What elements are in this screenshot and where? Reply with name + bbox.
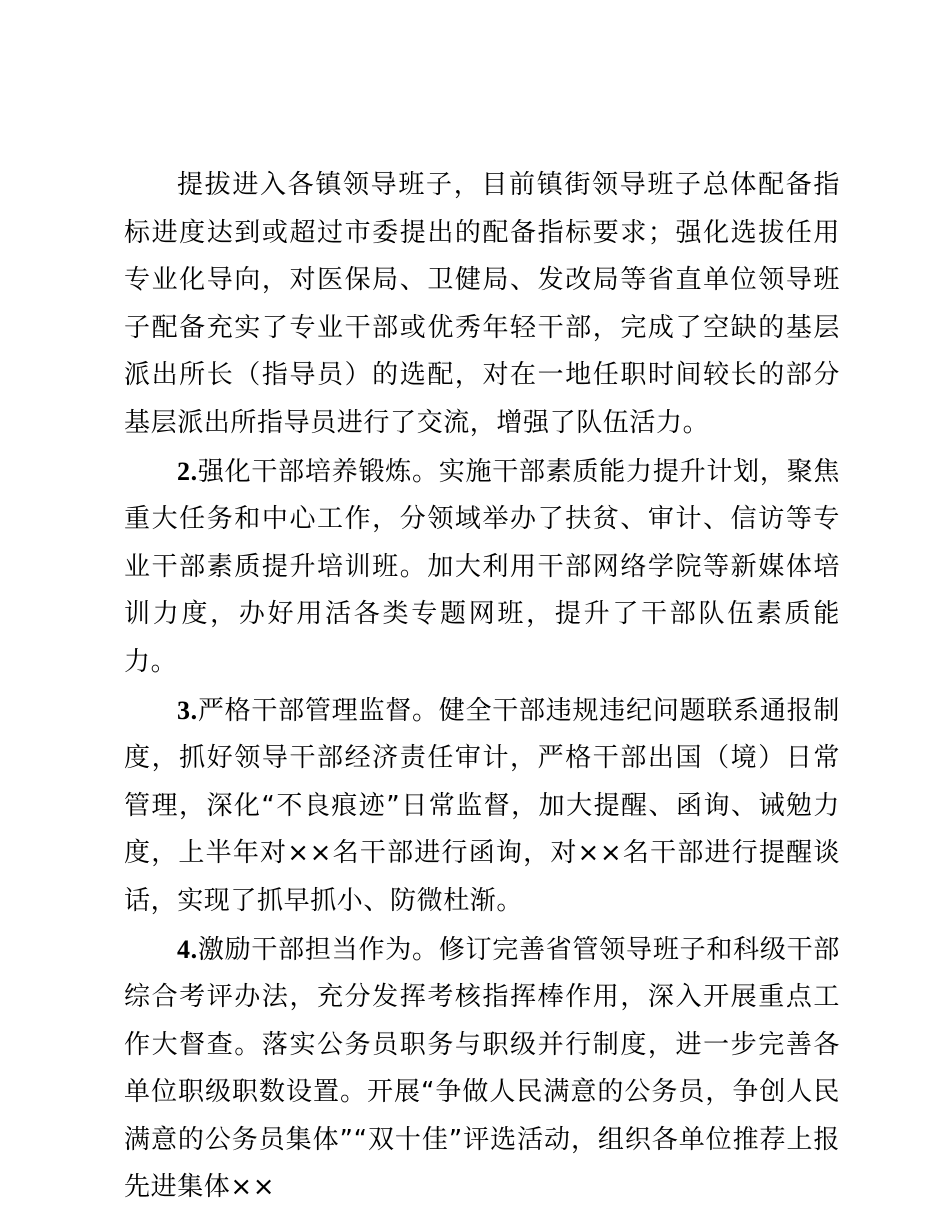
- paragraph-1-text: 提拔进入各镇领导班子，目前镇街领导班子总体配备指标进度达到或超过市委提出的配备指标要求；强化选拔任用专业化导向，对医保局、卫健局、发改局等省直单位领导班子配备充实了专业干部或优秀年轻干部，完成了空缺的基层派出所长（指导员）的选配，对在一地任职时间较长的部分基层派出所指导员进行了交流，增强了队伍活力。: [124, 170, 840, 438]
- paragraph-4-text: 激励干部担当作为。修订完善省管领导班子和科级干部综合考评办法，充分发挥考核指挥棒作用，深入开展重点工作大督查。落实公务员职务与职级并行制度，进一步完善各单位职级职数设置。开展“争做人民满意的公务员，争创人民满意的公务员集体”“双十佳”评选活动，组织各单位推荐上报先进集体××: [124, 934, 840, 1203]
- paragraph-2: [124, 448, 840, 687]
- paragraph-4: [124, 926, 840, 1213]
- document-body: [124, 162, 840, 1212]
- paragraph-3: [124, 687, 840, 926]
- paragraph-2-text: 强化干部培养锻炼。实施干部素质能力提升计划，聚焦重大任务和中心工作，分领域举办了扶贫、审计、信访等专业干部素质提升培训班。加大利用干部网络学院等新媒体培训力度，办好用活各类专题网班，提升了干部队伍素质能力。: [124, 456, 840, 677]
- paragraph-1: [124, 162, 840, 448]
- paragraph-2-number: 2.: [177, 456, 198, 486]
- paragraph-3-text: 严格干部管理监督。健全干部违规违纪问题联系通报制度，抓好领导干部经济责任审计，严格干部出国（境）日常管理，深化“不良痕迹”日常监督，加大提醒、函询、诫勉力度，上半年对××名干部进行函询，对××名干部进行提醒谈话，实现了抓早抓小、防微杜渐。: [124, 695, 840, 916]
- paragraph-4-number: 4.: [177, 934, 198, 964]
- paragraph-3-number: 3.: [177, 695, 198, 725]
